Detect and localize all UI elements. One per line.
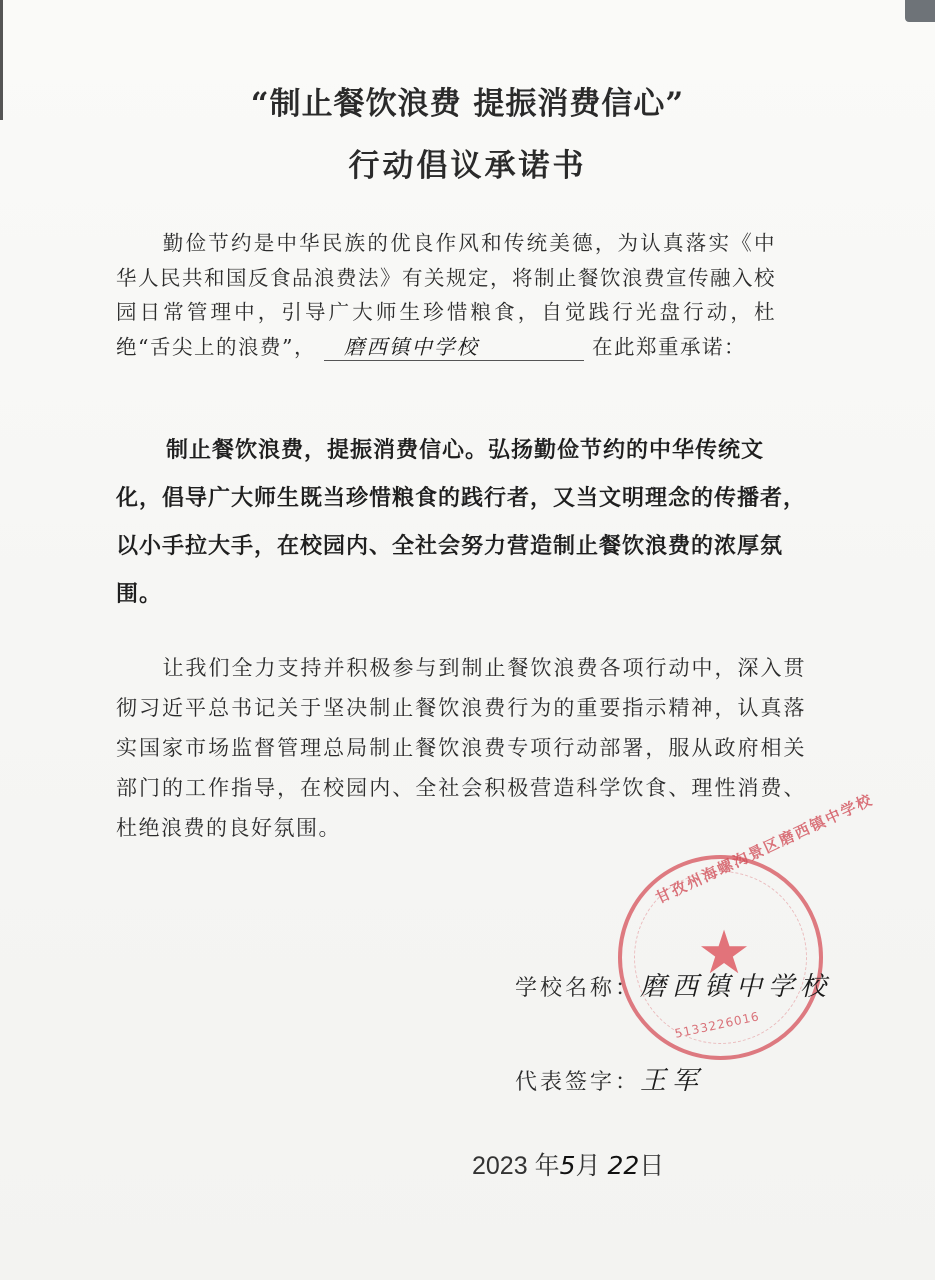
handwritten-school-name: 磨西镇中学校 — [324, 334, 584, 361]
date-month-suffix: 月 — [575, 1152, 601, 1180]
representative-row — [515, 1060, 704, 1097]
document-date — [472, 1146, 664, 1182]
support-paragraph — [116, 648, 806, 848]
representative-label: 代表签字： — [515, 1070, 641, 1095]
intro-text-end: 在此郑重承诺： — [592, 334, 747, 359]
document-subtitle: 行动倡议承诺书 — [348, 148, 587, 184]
document-title: “制止餐饮浪费 提振消费信心” — [250, 86, 685, 122]
date-year: 2023 — [472, 1152, 528, 1180]
commitment-paragraph — [116, 427, 806, 619]
commitment-text: 制止餐饮浪费，提振消费信心。弘扬勤俭节约的中华传统文化，倡导广大师生既当珍惜粮食的践行者，又当文明理念的传播者，以小手拉大手，在校园内、全社会努力营造制止餐饮浪费的浓厚氛围。 — [116, 438, 807, 607]
school-name-signature: 磨西镇中学校 — [640, 972, 833, 1002]
official-seal — [618, 790, 877, 1060]
seal-code: 5133226016 — [673, 1009, 761, 1041]
date-year-suffix: 年 — [534, 1152, 560, 1180]
intro-text: 勤俭节约是中华民族的优良作风和传统美德，为认真落实《中华人民共和国反食品浪费法》有关规定，将制止餐饮浪费宣传融入校园日常管理中，引导广大师生珍惜粮食，自觉践行光盘行动，杜绝“舌尖上的浪费”， — [116, 231, 776, 359]
date-month: 5 — [559, 1151, 576, 1180]
school-name-label: 学校名称： — [515, 976, 641, 1001]
support-text: 让我们全力支持并积极参与到制止餐饮浪费各项行动中，深入贯彻习近平总书记关于坚决制止餐饮浪费行为的重要指示精神，认真落实国家市场监督管理总局制止餐饮浪费专项行动部署，服从政府相关部门的工作指导，在校园内、全社会积极营造科学饮食、理性消费、杜绝浪费的良好氛围。 — [116, 656, 806, 840]
representative-signature: 王军 — [640, 1066, 705, 1096]
intro-paragraph — [116, 226, 776, 364]
date-day-suffix: 日 — [639, 1152, 665, 1180]
background-corner — [905, 0, 935, 22]
seal-text: 甘孜州海螺沟景区磨西镇中学校 — [652, 790, 877, 908]
date-day: 22 — [607, 1151, 640, 1180]
school-name-row — [515, 966, 832, 1003]
star-icon: ★ — [697, 918, 751, 988]
